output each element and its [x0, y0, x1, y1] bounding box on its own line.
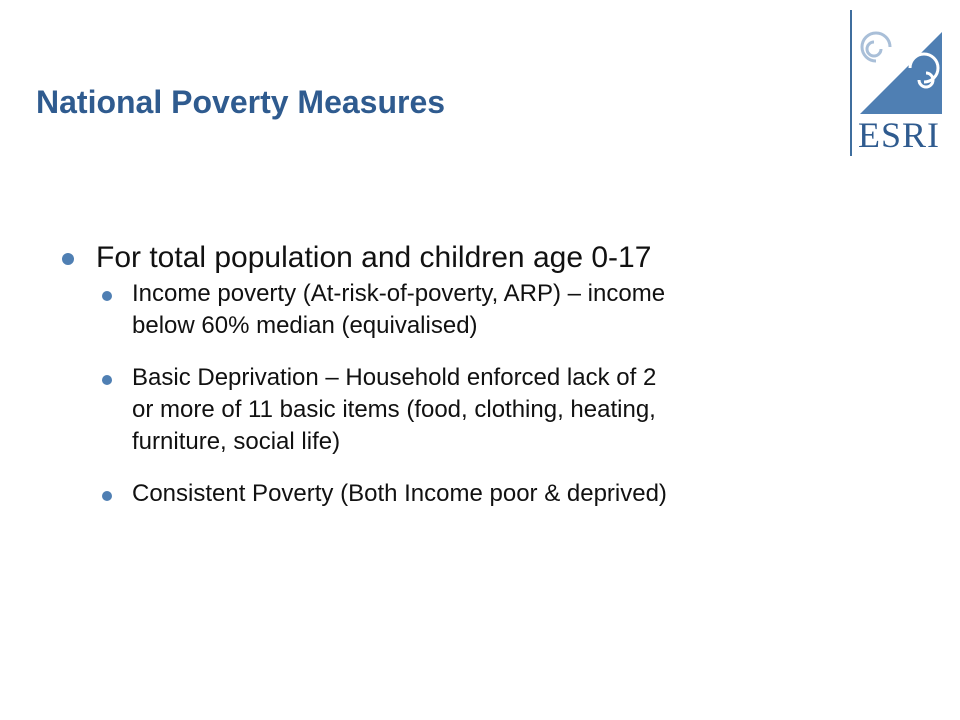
- main-bullet-text: For total population and children age 0-17: [96, 241, 652, 274]
- bullet-dot-icon: [62, 253, 74, 265]
- sub-bullet-list: [96, 278, 918, 510]
- sub-bullet-text: Consistent Poverty (Both Income poor & deprived): [132, 480, 667, 507]
- bullet-list: [58, 238, 918, 530]
- bullet-dot-icon: [102, 491, 112, 501]
- sub-bullet-text: Basic Deprivation – Household enforced lack of 2 or more of 11 basic items (food, clothing, heating, furniture, social life): [132, 364, 657, 455]
- logo-divider: [850, 10, 852, 156]
- list-item-basic-deprivation: [96, 362, 918, 458]
- esri-logo: [848, 10, 944, 158]
- list-item-income-poverty: [96, 278, 918, 342]
- logo-wordmark: ESRI: [858, 115, 941, 155]
- bullet-dot-icon: [102, 291, 112, 301]
- esri-logo-icon: [856, 28, 942, 114]
- slide-title: National Poverty Measures: [36, 84, 446, 120]
- list-item-consistent-poverty: [96, 478, 918, 510]
- bullet-dot-icon: [102, 375, 112, 385]
- sub-bullet-text: Income poverty (At-risk-of-poverty, ARP) – income below 60% median (equivalised): [132, 280, 666, 339]
- list-item-main: [58, 238, 918, 510]
